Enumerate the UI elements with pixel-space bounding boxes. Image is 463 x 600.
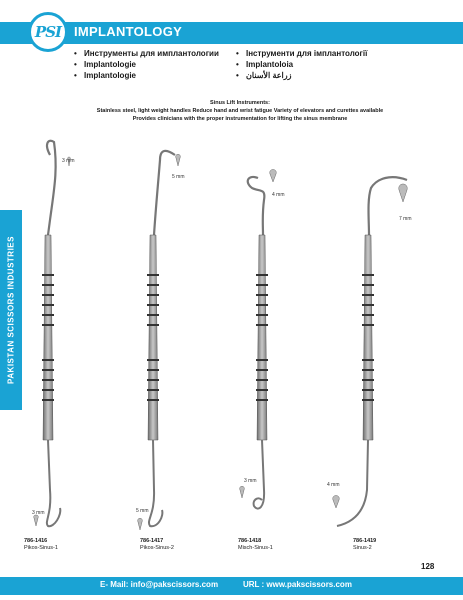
instrument-sinus-2 [325, 130, 435, 551]
product-name: Sinus-2 [353, 545, 372, 551]
language-item: • Инструменты для имплантологии [74, 49, 219, 58]
language-item: • Implantologie [74, 71, 136, 80]
intro-line: Provides clinicians with the proper instrumentation for lifting the sinus membrane [132, 116, 348, 122]
side-band-text: PAKISTAN SCISSORS INDUSTRIES [6, 236, 16, 384]
page-title: IMPLANTOLOGY [74, 24, 183, 39]
header-bar [0, 22, 463, 44]
top-size-label: 7 mm [399, 216, 412, 222]
intro-heading: Sinus Lift Instruments: [210, 100, 270, 106]
footer-bar [0, 577, 463, 595]
footer-email[interactable]: E- Mail: info@pakscissors.com [100, 580, 219, 589]
product-name: Pikos-Sinus-1 [24, 545, 58, 551]
instrument-misch-sinus-1 [218, 130, 328, 551]
product-code: 786-1416 [24, 538, 48, 544]
instrument-pikos-sinus-2 [110, 130, 220, 551]
language-item: • Інструменти для імплантології [236, 49, 368, 58]
language-item: • Implantoloia [236, 60, 294, 69]
language-item: • Implantologie [74, 60, 136, 69]
product-name: Misch-Sinus-1 [238, 545, 273, 551]
language-list-right [236, 48, 367, 81]
product-code: 786-1419 [353, 538, 377, 544]
product-code: 786-1418 [238, 538, 262, 544]
language-item: • زراعة الأسنان [236, 71, 292, 80]
intro-line: Stainless steel, light weight handles Reduce hand and wrist fatigue Variety of elevators and curettes available [96, 108, 384, 114]
instrument-illustration [325, 130, 435, 545]
instrument-illustration [110, 130, 220, 545]
company-logo [28, 12, 68, 52]
bottom-size-label: 5 mm [136, 508, 149, 514]
footer-url[interactable]: URL : www.pakscissors.com [243, 580, 352, 589]
logo-text: PSI [34, 23, 62, 41]
bottom-size-label: 4 mm [327, 482, 340, 488]
page-number: 128 [421, 562, 435, 571]
top-size-label: 5 mm [172, 174, 185, 180]
top-size-label: 4 mm [272, 192, 285, 198]
instrument-pikos-sinus-1 [10, 130, 120, 551]
product-code: 786-1417 [140, 538, 164, 544]
product-name: Pikos-Sinus-2 [140, 545, 174, 551]
top-size-label: 3 mm [62, 158, 75, 164]
bottom-size-label: 3 mm [244, 478, 257, 484]
bottom-size-label: 3 mm [32, 510, 45, 516]
intro-text [40, 99, 440, 123]
instrument-illustration [10, 130, 120, 545]
language-list-left [74, 48, 219, 81]
